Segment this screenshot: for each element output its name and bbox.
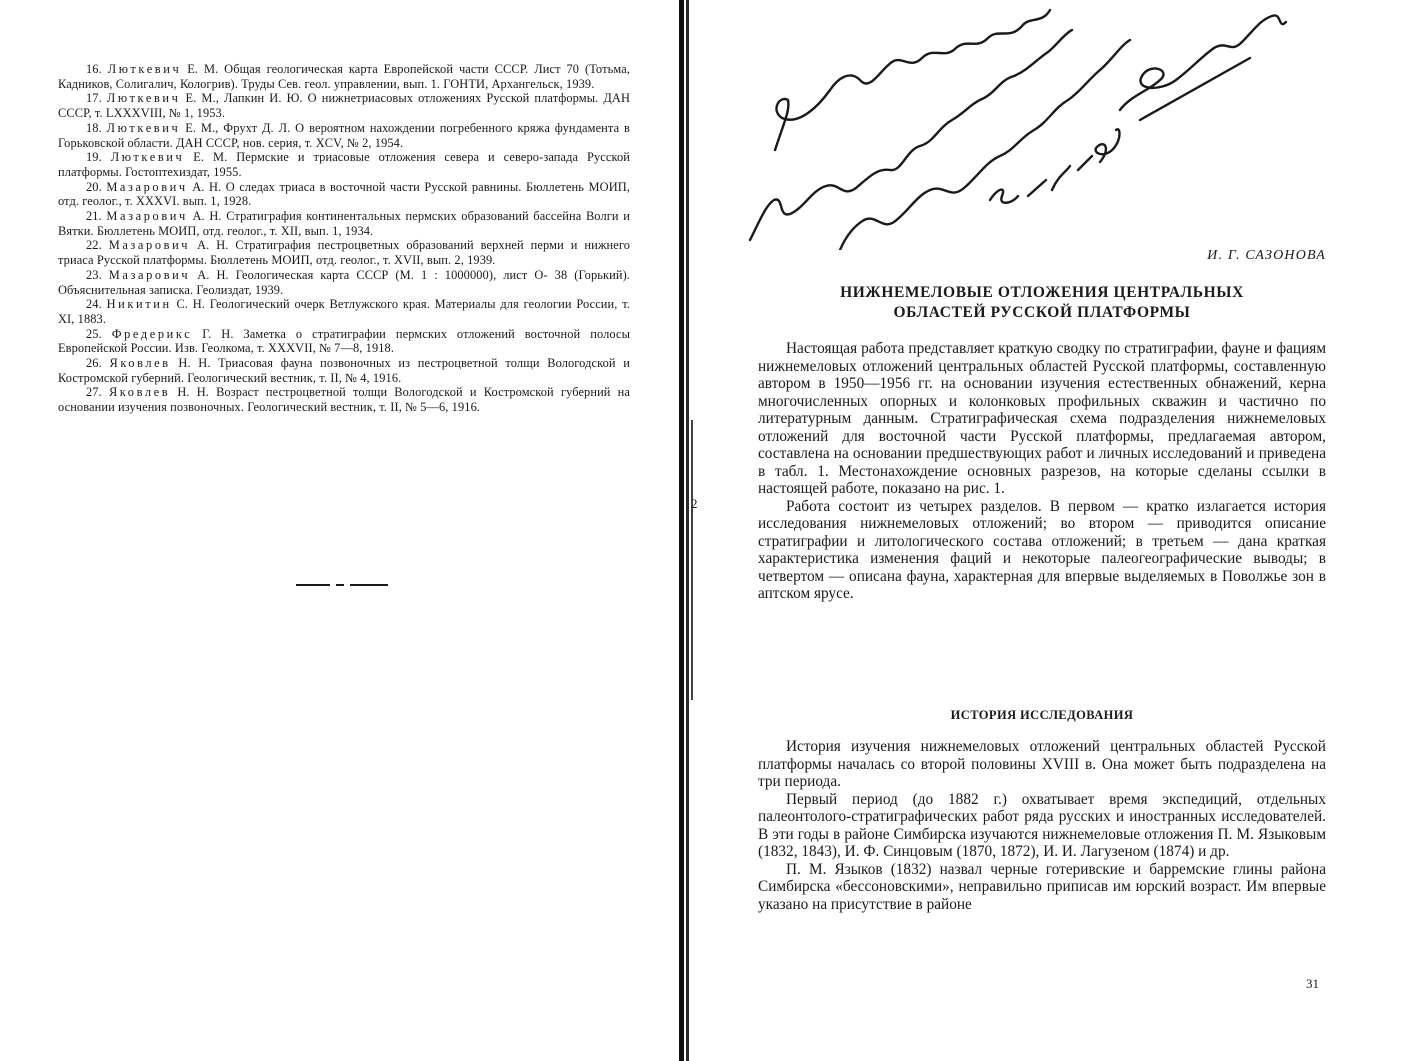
ref-author: Мазарович bbox=[106, 179, 188, 194]
ref-author: Фредерикс bbox=[111, 326, 193, 341]
ref-text: Е. М., Фрухт Д. Л. О вероятном нахождении погребенного кряжа фундамента в Горьковской области. ДАН СССР, нов. серия, т. XCV, № 2, 1954. bbox=[58, 120, 630, 150]
ref-text: А. Н. Стратиграфия пестроцветных образований верхней перми и нижнего триаса Русской платформы. Бюллетень МОИП, отд. геолог., т. XVII, вып. 2, 1939. bbox=[58, 238, 630, 268]
reference-26 bbox=[58, 356, 630, 385]
reference-23 bbox=[58, 268, 630, 297]
reference-18 bbox=[58, 121, 630, 150]
ref-author: Люткевич bbox=[106, 120, 181, 135]
ref-text: Г. Н. Заметка о стратиграфии пермских отложений восточной полосы Европейской России. Изв. Геолкома, т. XXXVII, № 7—8, 1918. bbox=[58, 326, 630, 356]
ref-number: 21. bbox=[86, 209, 102, 224]
reference-21 bbox=[58, 209, 630, 238]
intro-text bbox=[758, 340, 1326, 603]
reference-27 bbox=[58, 385, 630, 414]
reference-17 bbox=[58, 91, 630, 120]
inscription-drawing bbox=[730, 0, 1290, 250]
history-text bbox=[758, 738, 1326, 913]
paragraph: История изучения нижнемеловых отложений центральных областей Русской платформы началась со второй половины XVIII в. Она может быть подразделена на три периода. bbox=[758, 738, 1326, 790]
paragraph: Работа состоит из четырех разделов. В первом — кратко излагается история исследования нижнемеловых отложений; во втором — приводится описание стратиграфии и литологического состава отложений; в третьем — дана краткая характеристика изменения фаций и некоторые палеогеографические выводы; в четвертом — описана фауна, характерная для впервые выделяемых в Поволжье зон в аптском ярусе. bbox=[758, 497, 1326, 602]
title-line-2: ОБЛАСТЕЙ РУССКОЙ ПЛАТФОРМЫ bbox=[893, 304, 1191, 321]
paragraph: Настоящая работа представляет краткую сводку по стратиграфии, фауне и фациям нижнемеловых отложений центральных областей Русской платформы, составленную автором в 1950—1956 гг. на основании изучения естественных обнажений, керна многочисленных опорных и колонковых профильных скважин и частично по литературным данным. Стратиграфическая схема подразделения нижнемеловых отложений для восточной части Русской платформы, предлагаемая автором, составлена на основании предшествующих работ и личных исследований и приведена в табл. 1. Местонахождение основных разрезов, на которые сделаны ссылки в настоящей работе, показано на рис. 1. bbox=[758, 340, 1326, 497]
ref-author: Мазарович bbox=[108, 267, 191, 282]
paragraph: Первый период (до 1882 г.) охватывает время экспедиций, отдельных палеонтолого-стратиграфических работ ряда русских и иностранных исследователей. В эти годы в районе Симбирска изучаются нижнемеловые отложения П. М. Языковым (1832, 1843), И. Ф. Синцовым (1870, 1872), И. И. Лагузеном (1874) и др. bbox=[758, 790, 1326, 860]
ref-number: 27. bbox=[86, 385, 102, 400]
ref-text: Н. Н. Триасовая фауна позвоночных из пестроцветной толщи Вологодской и Костромской губерний. Геологический вестник, т. II, № 4, 1916. bbox=[58, 356, 630, 385]
ref-text: Е. М. Пермские и триасовые отложения севера и северо-запада Русской платформы. Гостоптехиздат, 1955. bbox=[58, 150, 630, 179]
handwritten-inscription bbox=[730, 0, 1290, 250]
paragraph: П. М. Языков (1832) назвал черные готеривские и барремские глины района Симбирска «бессоновскими», неправильно приписав им юрский возраст. Им впервые указано на присутствие в районе bbox=[758, 860, 1326, 913]
author-byline: И. Г. САЗОНОВА bbox=[1207, 248, 1326, 263]
reference-16 bbox=[58, 62, 630, 91]
section-heading: ИСТОРИЯ ИССЛЕДОВАНИЯ bbox=[950, 708, 1134, 722]
ref-text: А. Н. Геологическая карта СССР (М. 1 : 1000000), лист О- 38 (Горький). Объяснительная записка. Геолиздат, 1939. bbox=[58, 267, 630, 297]
ref-author: Люткевич bbox=[107, 62, 182, 76]
end-of-text-rule bbox=[296, 579, 388, 591]
ref-number: 17. bbox=[86, 91, 102, 106]
ref-author: Никитин bbox=[106, 297, 172, 312]
ref-text: Н. Н. Возраст пестроцветной толщи Вологодской и Костромской губерний на основании изучения позвоночных. Геологический вестник, т. II, № 5—6, 1916. bbox=[58, 385, 630, 415]
ref-text: С. Н. Геологический очерк Ветлужского края. Материалы для геологии России, т. XI, 1883. bbox=[58, 297, 631, 326]
ref-author: Яковлев bbox=[109, 356, 171, 371]
ref-number: 19. bbox=[86, 150, 102, 165]
gutter-mark: 2 bbox=[691, 496, 698, 511]
ref-text: Е. М. Общая геологическая карта Европейской части СССР. Лист 70 (Тотьма, Кадников, Солигалич, Кологрив). Труды Сев. геол. управлении, вып. 1. ГОНТИ, Архангельск, 1939. bbox=[58, 62, 630, 91]
reference-24 bbox=[58, 297, 630, 326]
ref-number: 25. bbox=[86, 326, 102, 341]
ref-author: Люткевич bbox=[110, 150, 185, 165]
ref-author: Яковлев bbox=[108, 385, 171, 400]
ref-number: 26. bbox=[86, 356, 102, 371]
ref-text: А. Н. О следах триаса в восточной части Русской равнины. Бюллетень МОИП, отд. геолог., т. XXXVI. вып. 1, 1928. bbox=[58, 179, 630, 209]
article-title bbox=[758, 283, 1326, 323]
reference-22 bbox=[58, 238, 630, 267]
page-number: 31 bbox=[1306, 976, 1319, 991]
reference-25 bbox=[58, 327, 630, 356]
ref-number: 16. bbox=[86, 62, 102, 76]
ref-author: Люткевич bbox=[106, 91, 181, 106]
reference-19 bbox=[58, 150, 630, 179]
ref-text: А. Н. Стратиграфия континентальных пермских образований бассейна Волги и Вятки. Бюллетень МОИП, отд. геолог., т. XII, вып. 1, 1934. bbox=[58, 209, 630, 238]
ref-author: Мазарович bbox=[108, 238, 191, 253]
ref-number: 18. bbox=[86, 120, 102, 135]
ref-author: Мазарович bbox=[106, 209, 188, 224]
ref-text: Е. М., Лапкин И. Ю. О нижнетриасовых отложениях Русской платформы. ДАН СССР, т. LXXXVIII, № 1, 1953. bbox=[58, 91, 631, 121]
reference-20 bbox=[58, 180, 630, 209]
ref-number: 24. bbox=[86, 297, 102, 312]
ref-number: 23. bbox=[86, 267, 102, 282]
book-gutter bbox=[676, 0, 702, 1061]
ref-number: 22. bbox=[86, 238, 102, 253]
left-page-references bbox=[58, 62, 630, 415]
title-line-1: НИЖНЕМЕЛОВЫЕ ОТЛОЖЕНИЯ ЦЕНТРАЛЬНЫХ bbox=[840, 284, 1244, 301]
ref-number: 20. bbox=[86, 179, 102, 194]
